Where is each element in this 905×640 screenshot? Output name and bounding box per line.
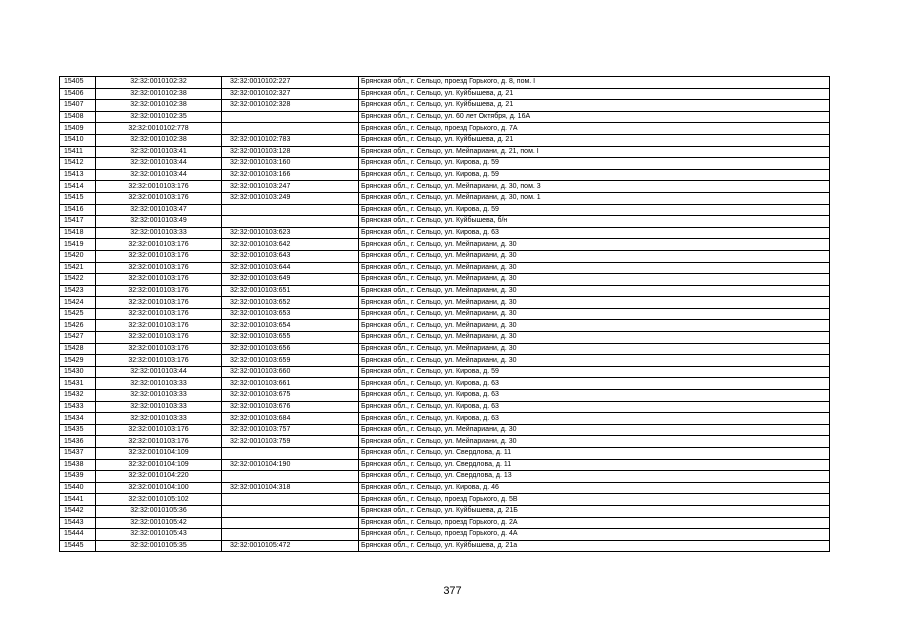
table-row [60,274,830,286]
address-cell: Брянская обл., г. Сельцо, ул. Мейпариани, д. 30 [359,436,830,448]
object-cadastral-number-cell: 32:32:0010103:759 [222,436,359,448]
parcel-cadastral-number-cell: 32:32:0010103:176 [96,436,222,448]
parcel-cadastral-number-cell: 32:32:0010103:176 [96,285,222,297]
row-number-cell: 15427 [60,332,96,344]
parcel-cadastral-number-cell: 32:32:0010104:109 [96,448,222,460]
row-number-cell: 15429 [60,355,96,367]
parcel-cadastral-number-cell: 32:32:0010103:33 [96,413,222,425]
row-number-cell: 15428 [60,343,96,355]
row-number-cell: 15419 [60,239,96,251]
parcel-cadastral-number-cell: 32:32:0010103:49 [96,216,222,228]
object-cadastral-number-cell: 32:32:0010103:247 [222,181,359,193]
table-row [60,123,830,135]
cadastral-table [59,76,830,552]
table-row [60,297,830,309]
address-cell: Брянская обл., г. Сельцо, ул. Кирова, д. 59 [359,366,830,378]
address-cell: Брянская обл., г. Сельцо, ул. Мейпариани, д. 30, пом. 1 [359,192,830,204]
address-cell: Брянская обл., г. Сельцо, ул. Куйбышева, б/н [359,216,830,228]
object-cadastral-number-cell: 32:32:0010103:642 [222,239,359,251]
row-number-cell: 15440 [60,482,96,494]
table-row [60,262,830,274]
object-cadastral-number-cell [222,216,359,228]
row-number-cell: 15432 [60,390,96,402]
address-cell: Брянская обл., г. Сельцо, ул. Мейпариани, д. 30 [359,424,830,436]
parcel-cadastral-number-cell: 32:32:0010103:176 [96,274,222,286]
table-row [60,401,830,413]
address-cell: Брянская обл., г. Сельцо, проезд Горького, д. 4А [359,529,830,541]
parcel-cadastral-number-cell: 32:32:0010103:176 [96,262,222,274]
table-row [60,134,830,146]
table-row [60,169,830,181]
table-row [60,320,830,332]
row-number-cell: 15431 [60,378,96,390]
parcel-cadastral-number-cell: 32:32:0010104:100 [96,482,222,494]
parcel-cadastral-number-cell: 32:32:0010105:36 [96,505,222,517]
row-number-cell: 15417 [60,216,96,228]
table-row [60,285,830,297]
table-row [60,540,830,552]
address-cell: Брянская обл., г. Сельцо, проезд Горького, д. 5В [359,494,830,506]
address-cell: Брянская обл., г. Сельцо, ул. Кирова, д. 63 [359,227,830,239]
table-row [60,343,830,355]
row-number-cell: 15410 [60,134,96,146]
address-cell: Брянская обл., г. Сельцо, ул. Свердлова, д. 11 [359,459,830,471]
table-row [60,448,830,460]
table-row [60,366,830,378]
object-cadastral-number-cell: 32:32:0010103:651 [222,285,359,297]
row-number-cell: 15445 [60,540,96,552]
object-cadastral-number-cell: 32:32:0010103:656 [222,343,359,355]
object-cadastral-number-cell: 32:32:0010102:327 [222,88,359,100]
row-number-cell: 15441 [60,494,96,506]
table-row [60,146,830,158]
table-row [60,505,830,517]
address-cell: Брянская обл., г. Сельцо, ул. Мейпариани, д. 21, пом. I [359,146,830,158]
row-number-cell: 15444 [60,529,96,541]
object-cadastral-number-cell: 32:32:0010103:659 [222,355,359,367]
object-cadastral-number-cell: 32:32:0010103:160 [222,158,359,170]
object-cadastral-number-cell: 32:32:0010103:660 [222,366,359,378]
table-row [60,482,830,494]
table-row [60,111,830,123]
parcel-cadastral-number-cell: 32:32:0010103:47 [96,204,222,216]
address-cell: Брянская обл., г. Сельцо, ул. Кирова, д. 59 [359,169,830,181]
table-row [60,158,830,170]
parcel-cadastral-number-cell: 32:32:0010103:44 [96,169,222,181]
address-cell: Брянская обл., г. Сельцо, ул. Мейпариани, д. 30 [359,320,830,332]
object-cadastral-number-cell: 32:32:0010102:328 [222,100,359,112]
row-number-cell: 15414 [60,181,96,193]
address-cell: Брянская обл., г. Сельцо, ул. Свердлова, д. 11 [359,448,830,460]
parcel-cadastral-number-cell: 32:32:0010102:38 [96,100,222,112]
table-body [60,77,830,552]
row-number-cell: 15424 [60,297,96,309]
parcel-cadastral-number-cell: 32:32:0010102:32 [96,77,222,89]
table-row [60,355,830,367]
table-row [60,413,830,425]
row-number-cell: 15413 [60,169,96,181]
table-row [60,216,830,228]
parcel-cadastral-number-cell: 32:32:0010105:35 [96,540,222,552]
address-cell: Брянская обл., г. Сельцо, проезд Горького, д. 8, пом. I [359,77,830,89]
parcel-cadastral-number-cell: 32:32:0010103:33 [96,227,222,239]
address-cell: Брянская обл., г. Сельцо, ул. Мейпариани, д. 30 [359,355,830,367]
object-cadastral-number-cell: 32:32:0010105:472 [222,540,359,552]
row-number-cell: 15407 [60,100,96,112]
table-row [60,239,830,251]
table-row [60,227,830,239]
parcel-cadastral-number-cell: 32:32:0010103:176 [96,297,222,309]
table-row [60,100,830,112]
address-cell: Брянская обл., г. Сельцо, ул. Мейпариани, д. 30 [359,274,830,286]
table-row [60,192,830,204]
address-cell: Брянская обл., г. Сельцо, проезд Горького, д. 2А [359,517,830,529]
object-cadastral-number-cell: 32:32:0010104:190 [222,459,359,471]
object-cadastral-number-cell: 32:32:0010103:653 [222,308,359,320]
parcel-cadastral-number-cell: 32:32:0010103:176 [96,192,222,204]
row-number-cell: 15435 [60,424,96,436]
address-cell: Брянская обл., г. Сельцо, ул. Мейпариани, д. 30 [359,308,830,320]
parcel-cadastral-number-cell: 32:32:0010103:176 [96,250,222,262]
table-row [60,529,830,541]
object-cadastral-number-cell [222,448,359,460]
row-number-cell: 15437 [60,448,96,460]
address-cell: Брянская обл., г. Сельцо, ул. Кирова, д. 59 [359,158,830,170]
object-cadastral-number-cell [222,204,359,216]
parcel-cadastral-number-cell: 32:32:0010103:176 [96,343,222,355]
parcel-cadastral-number-cell: 32:32:0010103:176 [96,355,222,367]
object-cadastral-number-cell: 32:32:0010103:644 [222,262,359,274]
row-number-cell: 15430 [60,366,96,378]
parcel-cadastral-number-cell: 32:32:0010102:35 [96,111,222,123]
row-number-cell: 15442 [60,505,96,517]
object-cadastral-number-cell: 32:32:0010103:128 [222,146,359,158]
object-cadastral-number-cell: 32:32:0010104:318 [222,482,359,494]
table-row [60,378,830,390]
object-cadastral-number-cell: 32:32:0010103:643 [222,250,359,262]
row-number-cell: 15405 [60,77,96,89]
address-cell: Брянская обл., г. Сельцо, ул. Свердлова, д. 13 [359,471,830,483]
table-row [60,181,830,193]
table-row [60,332,830,344]
parcel-cadastral-number-cell: 32:32:0010102:38 [96,134,222,146]
address-cell: Брянская обл., г. Сельцо, ул. Куйбышева, д. 21 [359,134,830,146]
row-number-cell: 15412 [60,158,96,170]
object-cadastral-number-cell [222,471,359,483]
parcel-cadastral-number-cell: 32:32:0010102:778 [96,123,222,135]
object-cadastral-number-cell: 32:32:0010102:227 [222,77,359,89]
address-cell: Брянская обл., г. Сельцо, ул. Куйбышева, д. 21 [359,100,830,112]
address-cell: Брянская обл., г. Сельцо, ул. Кирова, д. 63 [359,413,830,425]
row-number-cell: 15425 [60,308,96,320]
row-number-cell: 15422 [60,274,96,286]
table-row [60,459,830,471]
address-cell: Брянская обл., г. Сельцо, ул. Кирова, д. 63 [359,390,830,402]
object-cadastral-number-cell: 32:32:0010103:654 [222,320,359,332]
row-number-cell: 15426 [60,320,96,332]
parcel-cadastral-number-cell: 32:32:0010104:109 [96,459,222,471]
table-row [60,77,830,89]
object-cadastral-number-cell: 32:32:0010103:649 [222,274,359,286]
row-number-cell: 15421 [60,262,96,274]
object-cadastral-number-cell: 32:32:0010103:676 [222,401,359,413]
row-number-cell: 15409 [60,123,96,135]
row-number-cell: 15433 [60,401,96,413]
object-cadastral-number-cell: 32:32:0010103:166 [222,169,359,181]
object-cadastral-number-cell [222,111,359,123]
table-row [60,471,830,483]
parcel-cadastral-number-cell: 32:32:0010103:176 [96,239,222,251]
parcel-cadastral-number-cell: 32:32:0010103:176 [96,181,222,193]
parcel-cadastral-number-cell: 32:32:0010103:176 [96,308,222,320]
address-cell: Брянская обл., г. Сельцо, ул. Мейпариани, д. 30 [359,239,830,251]
row-number-cell: 15415 [60,192,96,204]
address-cell: Брянская обл., г. Сельцо, ул. Кирова, д. 59 [359,204,830,216]
object-cadastral-number-cell: 32:32:0010103:623 [222,227,359,239]
address-cell: Брянская обл., г. Сельцо, ул. Куйбышева, д. 21 [359,88,830,100]
table-row [60,517,830,529]
object-cadastral-number-cell: 32:32:0010103:684 [222,413,359,425]
address-cell: Брянская обл., г. Сельцо, проезд Горького, д. 7А [359,123,830,135]
parcel-cadastral-number-cell: 32:32:0010103:44 [96,158,222,170]
row-number-cell: 15434 [60,413,96,425]
table-row [60,88,830,100]
object-cadastral-number-cell [222,529,359,541]
table-row [60,436,830,448]
address-cell: Брянская обл., г. Сельцо, ул. Кирова, д. 63 [359,378,830,390]
address-cell: Брянская обл., г. Сельцо, ул. Куйбышева, д. 21а [359,540,830,552]
row-number-cell: 15408 [60,111,96,123]
address-cell: Брянская обл., г. Сельцо, ул. Мейпариани, д. 30 [359,250,830,262]
parcel-cadastral-number-cell: 32:32:0010103:176 [96,320,222,332]
address-cell: Брянская обл., г. Сельцо, ул. Куйбышева, д. 21Б [359,505,830,517]
address-cell: Брянская обл., г. Сельцо, ул. Мейпариани, д. 30 [359,262,830,274]
row-number-cell: 15406 [60,88,96,100]
address-cell: Брянская обл., г. Сельцо, ул. Мейпариани, д. 30, пом. 3 [359,181,830,193]
object-cadastral-number-cell: 32:32:0010103:661 [222,378,359,390]
object-cadastral-number-cell [222,517,359,529]
address-cell: Брянская обл., г. Сельцо, ул. Мейпариани, д. 30 [359,285,830,297]
table-row [60,308,830,320]
parcel-cadastral-number-cell: 32:32:0010103:33 [96,390,222,402]
address-cell: Брянская обл., г. Сельцо, ул. 60 лет Октября, д. 16А [359,111,830,123]
address-cell: Брянская обл., г. Сельцо, ул. Мейпариани, д. 30 [359,297,830,309]
object-cadastral-number-cell [222,123,359,135]
row-number-cell: 15423 [60,285,96,297]
row-number-cell: 15439 [60,471,96,483]
table-row [60,424,830,436]
parcel-cadastral-number-cell: 32:32:0010103:41 [96,146,222,158]
parcel-cadastral-number-cell: 32:32:0010103:33 [96,378,222,390]
parcel-cadastral-number-cell: 32:32:0010103:176 [96,332,222,344]
row-number-cell: 15438 [60,459,96,471]
row-number-cell: 15443 [60,517,96,529]
object-cadastral-number-cell: 32:32:0010103:675 [222,390,359,402]
object-cadastral-number-cell: 32:32:0010103:249 [222,192,359,204]
row-number-cell: 15420 [60,250,96,262]
object-cadastral-number-cell: 32:32:0010102:783 [222,134,359,146]
object-cadastral-number-cell: 32:32:0010103:652 [222,297,359,309]
address-cell: Брянская обл., г. Сельцо, ул. Кирова, д. 46 [359,482,830,494]
parcel-cadastral-number-cell: 32:32:0010105:102 [96,494,222,506]
table-row [60,390,830,402]
object-cadastral-number-cell: 32:32:0010103:757 [222,424,359,436]
object-cadastral-number-cell: 32:32:0010103:655 [222,332,359,344]
address-cell: Брянская обл., г. Сельцо, ул. Кирова, д. 63 [359,401,830,413]
parcel-cadastral-number-cell: 32:32:0010103:44 [96,366,222,378]
row-number-cell: 15411 [60,146,96,158]
table-row [60,250,830,262]
row-number-cell: 15436 [60,436,96,448]
parcel-cadastral-number-cell: 32:32:0010103:33 [96,401,222,413]
address-cell: Брянская обл., г. Сельцо, ул. Мейпариани, д. 30 [359,343,830,355]
parcel-cadastral-number-cell: 32:32:0010102:38 [96,88,222,100]
table-row [60,204,830,216]
object-cadastral-number-cell [222,505,359,517]
table-row [60,494,830,506]
parcel-cadastral-number-cell: 32:32:0010105:42 [96,517,222,529]
parcel-cadastral-number-cell: 32:32:0010105:43 [96,529,222,541]
row-number-cell: 15416 [60,204,96,216]
page-number: 377 [443,585,462,597]
object-cadastral-number-cell [222,494,359,506]
address-cell: Брянская обл., г. Сельцо, ул. Мейпариани, д. 30 [359,332,830,344]
parcel-cadastral-number-cell: 32:32:0010104:220 [96,471,222,483]
row-number-cell: 15418 [60,227,96,239]
parcel-cadastral-number-cell: 32:32:0010103:176 [96,424,222,436]
